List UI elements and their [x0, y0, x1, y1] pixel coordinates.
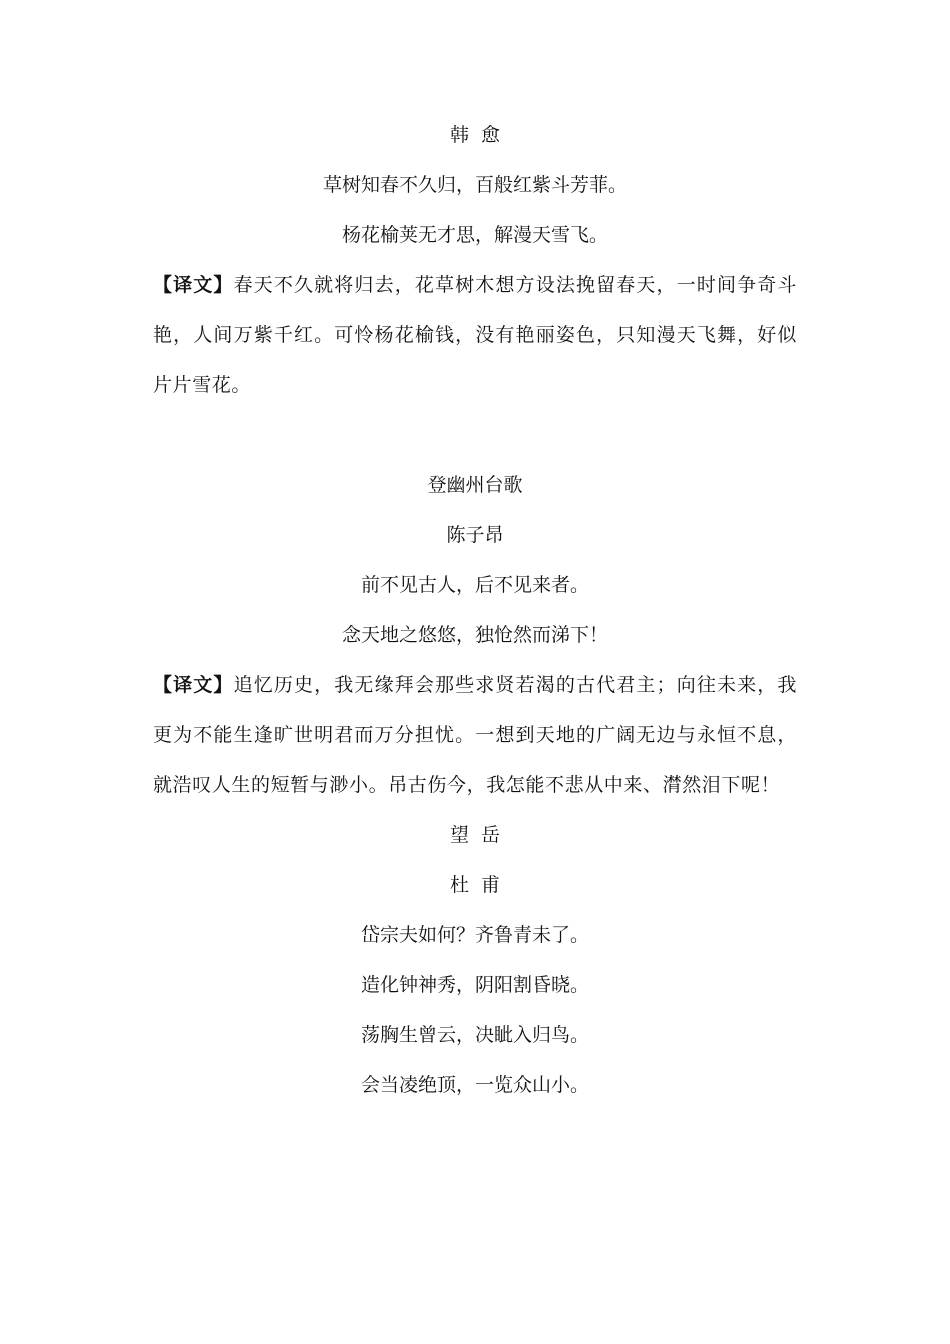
poem-line: 念天地之悠悠，独怆然而涕下！	[341, 624, 608, 646]
poem-author: 杜 甫	[449, 874, 501, 896]
document-page	[153, 110, 797, 1110]
translation-text: 春天不久就将归去，花草树木想方设法挽留春天，一时间争奇斗艳，人间万紫千红。可怜杨花榆钱，没有艳丽姿色，只知漫天飞舞，好似片片雪花。	[153, 274, 797, 396]
poem-title: 望 岳	[449, 824, 501, 846]
poem-line: 岱宗夫如何？齐鲁青未了。	[360, 924, 589, 946]
translation-paragraph	[153, 260, 797, 410]
poem-line: 前不见古人，后不见来者。	[360, 574, 589, 596]
section-gap	[153, 410, 797, 460]
translation-text: 追忆历史，我无缘拜会那些求贤若渴的古代君主；向往未来，我更为不能生逢旷世明君而万分担忧。一想到天地的广阔无边与永恒不息，就浩叹人生的短暂与渺小。吊古伤今，我怎能不悲从中来、潸然泪下呢！	[153, 674, 797, 796]
poem-author: 陈子昂	[446, 524, 504, 546]
poem-author: 韩 愈	[449, 124, 501, 146]
poem-line: 会当凌绝顶，一览众山小。	[360, 1074, 589, 1096]
poem-line: 杨花榆荚无才思，解漫天雪飞。	[341, 224, 608, 246]
poem-title: 登幽州台歌	[427, 474, 523, 496]
translation-label: 【译文】	[153, 274, 234, 296]
poem-line: 造化钟神秀，阴阳割昏晓。	[360, 974, 589, 996]
poem-line: 草树知春不久归，百般红紫斗芳菲。	[322, 174, 627, 196]
translation-paragraph	[153, 660, 797, 810]
translation-label: 【译文】	[153, 674, 234, 696]
poem-line: 荡胸生曾云，决眦入归鸟。	[360, 1024, 589, 1046]
